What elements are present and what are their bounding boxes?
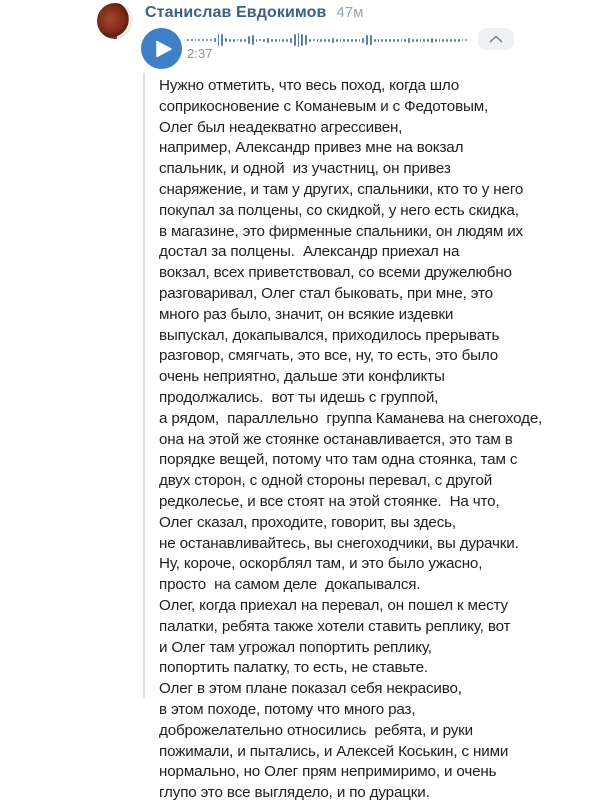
transcript-line: палатки, ребята также хотели ставить реплику, вот (159, 617, 511, 635)
waveform-bar (202, 39, 204, 41)
waveform-bar (450, 39, 452, 42)
transcript-line: глупо это все выглядело, и по дурацки. (159, 784, 430, 802)
waveform-bar (229, 39, 231, 42)
waveform-bar (355, 39, 357, 42)
waveform-bar (454, 39, 456, 42)
transcript-line: Нужно отметить, что весь поход, когда шло (159, 77, 460, 94)
transcript-line: Олег, когда приехал на перевал, он пошел к месту (159, 596, 508, 614)
waveform-bar (263, 39, 265, 42)
waveform-bar (439, 39, 441, 42)
waveform-bar (294, 34, 296, 46)
waveform-bar (404, 39, 406, 42)
waveform-bar (366, 35, 368, 45)
waveform-bar (427, 39, 429, 42)
waveform-bar (336, 39, 338, 42)
waveform-bar (362, 38, 364, 43)
waveform-bar (286, 39, 288, 42)
waveform-bar (271, 39, 273, 42)
waveform-bar (317, 39, 319, 42)
waveform-bar (420, 39, 422, 42)
waveform-bar (340, 39, 342, 42)
transcript-line: Олег был неадекватно агрессивен, (159, 118, 403, 136)
waveform-bar (298, 33, 300, 47)
transcript-line: разговаривал, Олег стал быковать, при мне, это (159, 284, 493, 302)
waveform-bar (248, 36, 250, 44)
waveform-bar (397, 39, 399, 42)
transcript-line: редколесье, и все стоят на этой стоянке. На что, (159, 492, 500, 510)
transcript-line: а рядом, параллельно группа Каманева на снегоходе, (159, 409, 543, 427)
message-timestamp: 47м (336, 4, 364, 21)
waveform-bar (412, 39, 414, 42)
transcript-text (159, 76, 542, 804)
message-header (145, 4, 363, 26)
transcript-line: спальник, и одной из участниц, он привез (159, 160, 451, 178)
waveform-bar (198, 39, 200, 41)
transcript-line: продолжались. вот ты идешь с группой, (159, 388, 439, 406)
waveform-bar (351, 39, 353, 42)
transcript-line: порядке вещей, потому что там одна стоянка, там с (159, 451, 518, 469)
waveform-bar (465, 39, 467, 41)
transcript-line: Ну, короче, оскорблял там, и это было ужасно, (159, 555, 483, 573)
transcript-line: не останавливайтесь, вы снегоходчики, вы дурачки. (159, 534, 519, 552)
waveform-bar (385, 39, 387, 42)
waveform-bar (275, 39, 277, 42)
waveform-bar (462, 39, 464, 41)
waveform-bar (324, 39, 326, 42)
voice-transcript (143, 73, 565, 802)
transcript-line: снаряжение, и там у других, спальники, кто то у него (159, 180, 524, 198)
play-icon (156, 40, 172, 58)
transcript-line: например, Александр привез мне на вокзал (159, 139, 464, 157)
waveform-bar (442, 39, 444, 42)
transcript-line: разговор, смягчать, это все, ну, то есть, это было (159, 347, 499, 365)
collapse-transcript-button[interactable] (478, 28, 514, 50)
waveform-bar (401, 39, 403, 42)
waveform-bar (267, 38, 269, 43)
transcript-line: много раз было, значит, он всякие издевки (159, 305, 454, 323)
waveform-bar (423, 39, 425, 42)
waveform-bar (301, 34, 303, 46)
transcript-line: соприкосновение с Команевым и с Федотовым, (159, 97, 489, 115)
transcript-line: просто на самом деле докапывался. (159, 576, 421, 594)
waveform-bar (389, 39, 391, 42)
play-button[interactable] (141, 28, 182, 69)
waveform-bar (252, 35, 254, 45)
transcript-line: Олег сказал, проходите, говорит, вы здесь, (159, 513, 456, 531)
waveform-bar (320, 39, 322, 42)
waveform-bar (221, 34, 223, 46)
waveform-bar (393, 39, 395, 42)
waveform-bar (187, 39, 189, 41)
waveform-bar (210, 39, 212, 41)
transcript-line: пожимали, и пытались, и Алексей Коськин, с ними (159, 742, 509, 760)
transcript-line: доброжелательно относились ребята, и руки (159, 721, 474, 739)
waveform-bar (446, 39, 448, 42)
transcript-line: выпускал, докапывался, приходилось прерывать (159, 326, 500, 344)
waveform-bar (191, 39, 193, 41)
waveform-bar (416, 39, 418, 42)
waveform-bar (206, 39, 208, 41)
transcript-line: вокзал, всех приветствовал, со всеми дружелюбно (159, 264, 512, 282)
waveform-bar (458, 39, 460, 42)
transcript-line: в магазине, это фирменные спальники, он людям их (159, 222, 523, 240)
transcript-line: в этом походе, потому что много раз, (159, 700, 416, 718)
transcript-line: двух сторон, с одной стороны перевал, с другой (159, 472, 493, 490)
transcript-line: Олег в этом плане показал себя некрасиво, (159, 680, 462, 698)
waveform-bar (309, 39, 311, 42)
transcript-line: достал за полцены. Александр приехал на (159, 243, 460, 261)
waveform-bar (240, 39, 242, 42)
audio-waveform-scrubber[interactable] (187, 32, 467, 48)
waveform-bar (237, 39, 239, 41)
waveform-bar (256, 39, 258, 42)
audio-duration: 2:37 (187, 46, 213, 61)
waveform-bar (381, 39, 383, 42)
waveform-bar (218, 34, 220, 46)
transcript-line: она на этой же стоянке останавливается, это там в (159, 430, 513, 448)
transcript-line: покупал за полцены, со скидкой, у него есть скидка, (159, 201, 519, 219)
user-avatar[interactable] (97, 3, 133, 39)
waveform-bar (328, 39, 330, 42)
waveform-bar (359, 39, 361, 42)
waveform-bar (313, 39, 315, 41)
waveform-bar (343, 39, 345, 42)
waveform-bar (347, 39, 349, 42)
waveform-bar (279, 39, 281, 42)
waveform-bar (305, 35, 307, 45)
transcript-line: очень неприятно, дальше эти конфликты (159, 368, 445, 386)
waveform-bar (374, 39, 376, 42)
waveform-bar (214, 38, 216, 42)
waveform-bar (195, 39, 197, 41)
author-name[interactable]: Станислав Евдокимов (145, 4, 327, 21)
chevron-up-icon (489, 35, 503, 43)
waveform-bar (435, 39, 437, 42)
waveform-bar (225, 38, 227, 42)
waveform-bar (290, 38, 292, 43)
waveform-bar (378, 39, 380, 42)
waveform-bar (408, 38, 410, 43)
transcript-line: и Олег там угрожал попортить реплику, (159, 638, 432, 656)
transcript-line: попортить палатку, то есть, не ставьте. (159, 659, 428, 677)
waveform-bar (370, 35, 372, 45)
waveform-bar (332, 38, 334, 43)
transcript-line: нормально, но Олег прям непримиримо, и очень (159, 763, 497, 781)
waveform-bar (259, 39, 261, 41)
waveform-bar (282, 39, 284, 42)
waveform-bar (233, 39, 235, 42)
waveform-bar (244, 39, 246, 42)
waveform-bar (431, 38, 433, 43)
